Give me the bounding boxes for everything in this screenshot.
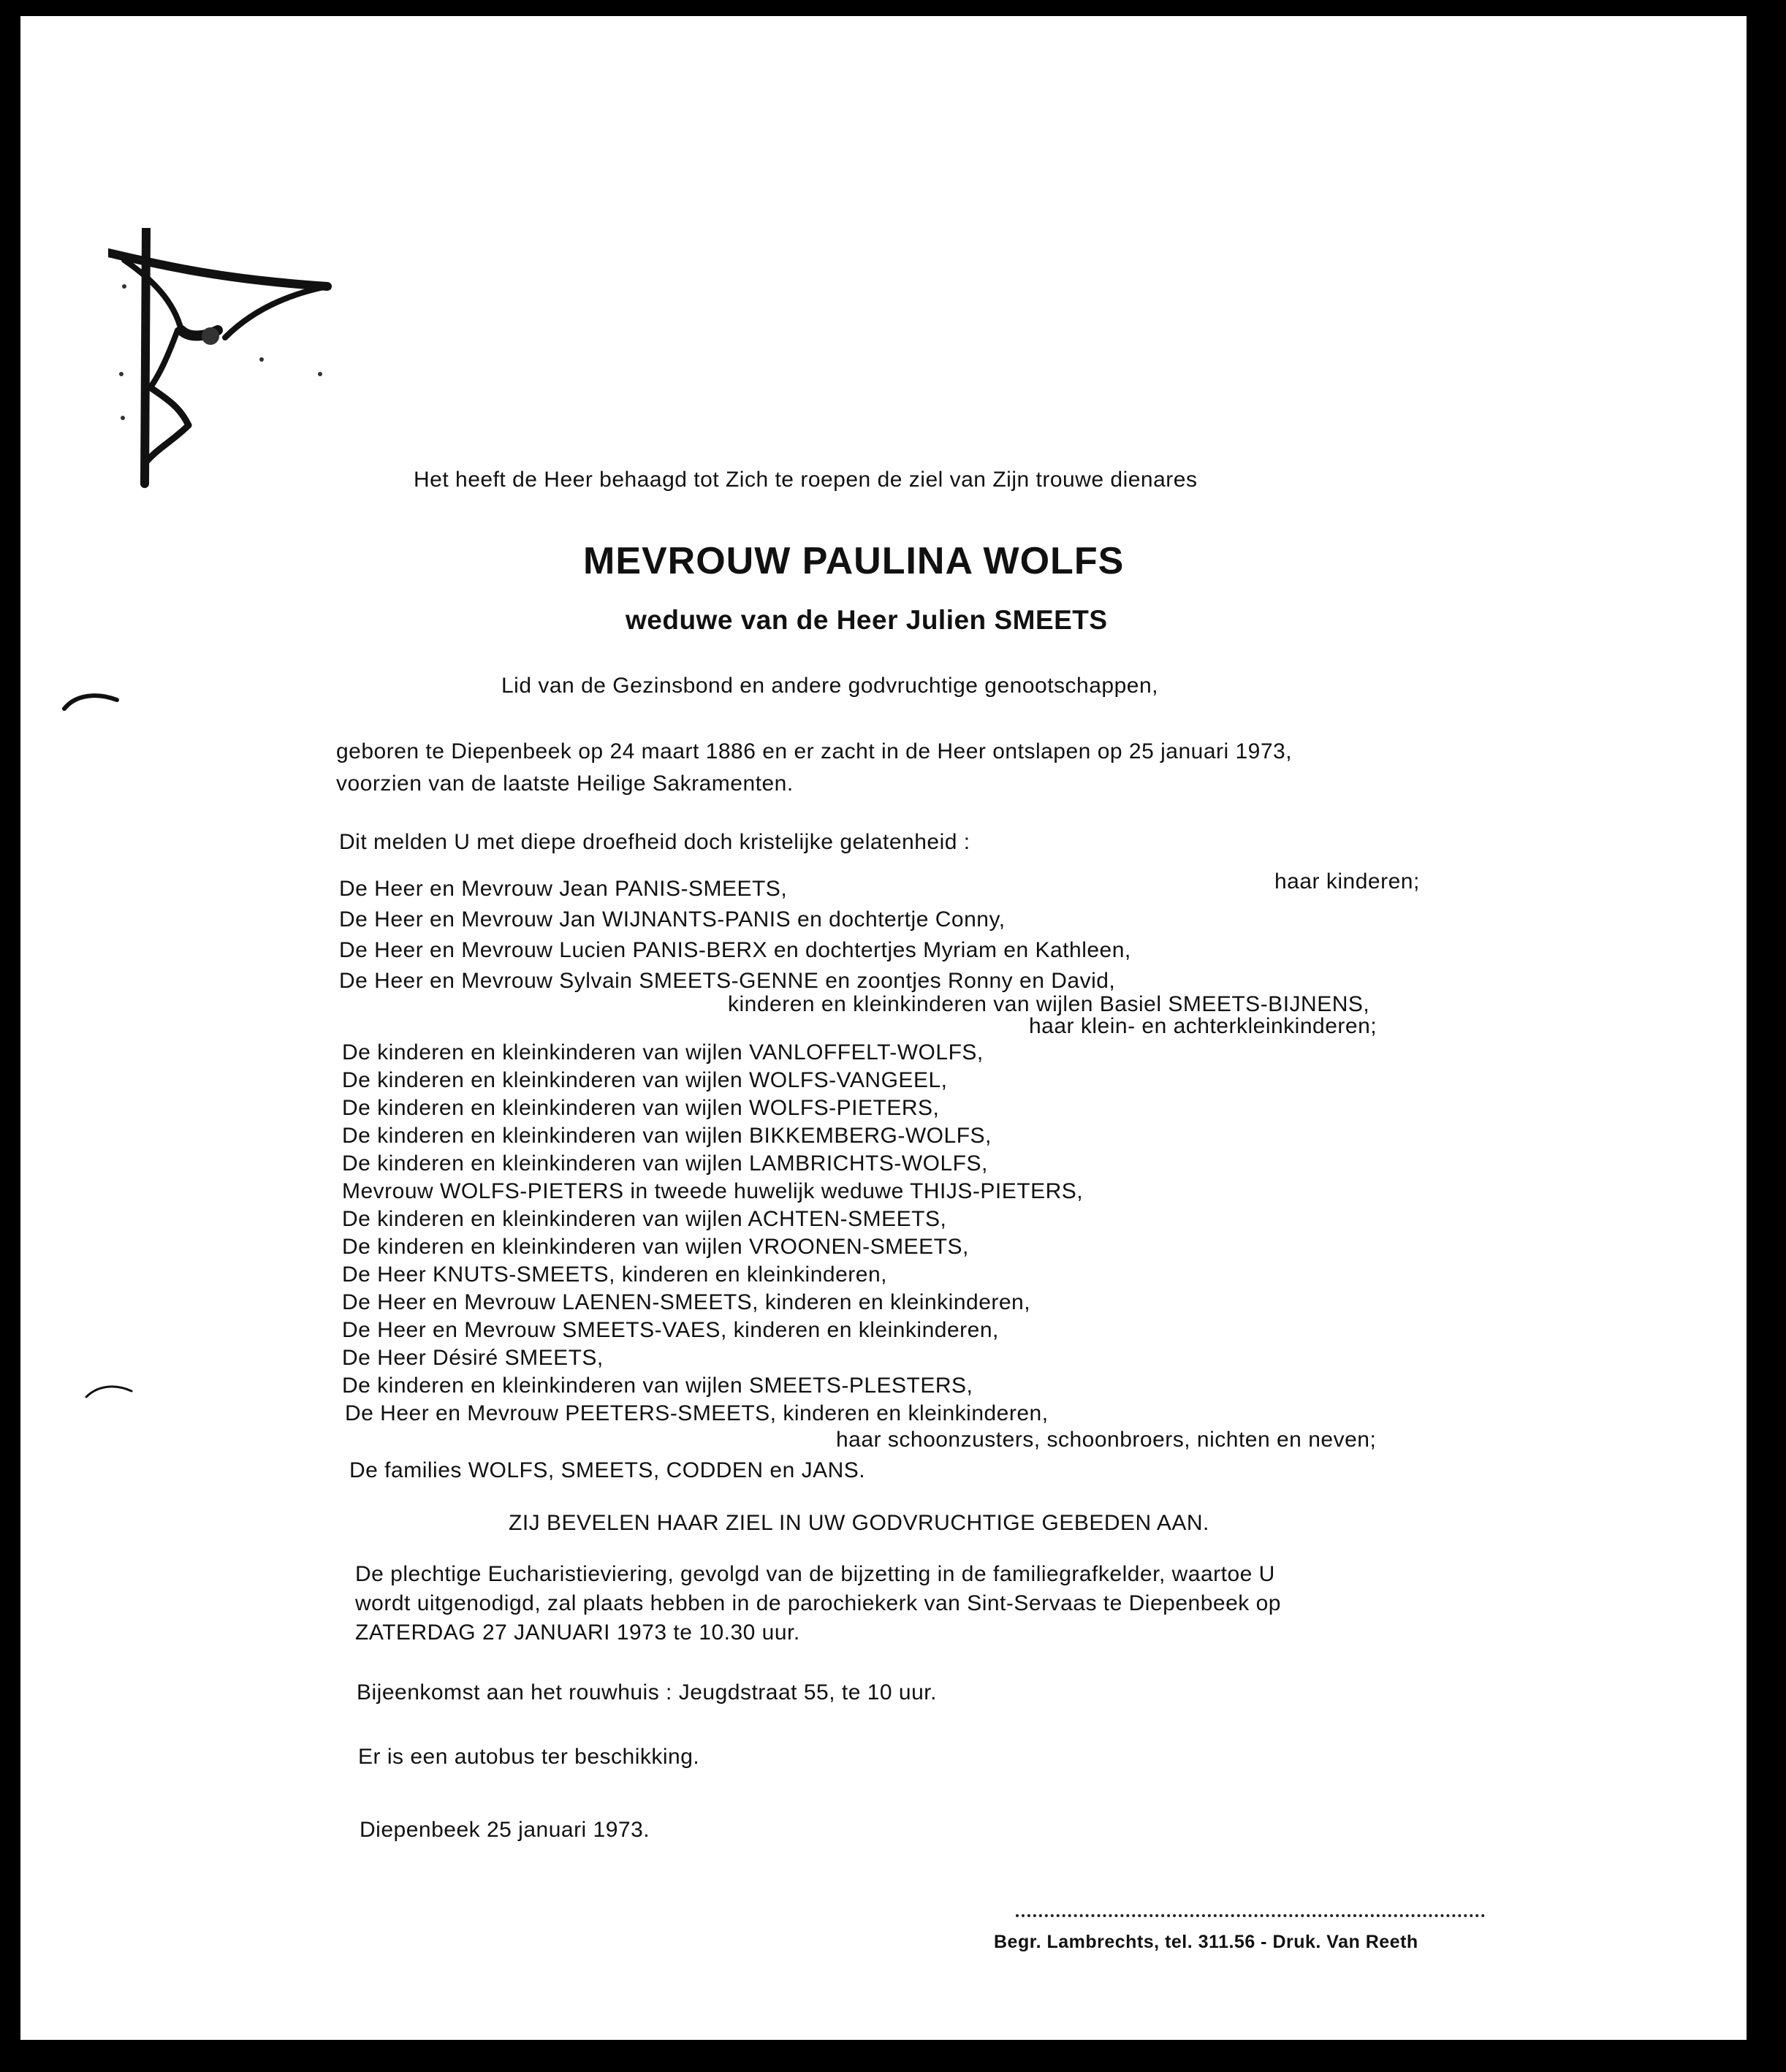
widow-of-line: weduwe van de Heer Julien SMEETS — [626, 605, 1108, 635]
mourner-line: De Heer en Mevrouw PEETERS-SMEETS, kinderen en kleinkinderen, — [345, 1401, 1049, 1425]
dotted-divider — [1016, 1914, 1485, 1917]
intro-line: Het heeft de Heer behaagd tot Zich te roepen de ziel van Zijn trouwe dienares — [414, 468, 1198, 492]
mourner-line: De Heer Désiré SMEETS, — [342, 1346, 604, 1370]
gathering-line: Bijeenkomst aan het rouwhuis : Jeugdstraat 55, te 10 uur. — [357, 1680, 937, 1705]
grandchildren-label: haar klein- en achterkleinkinderen; — [1029, 1014, 1378, 1038]
margin-mark-icon — [61, 690, 120, 712]
obituary-card — [20, 16, 1747, 2040]
mourner-line: De Heer KNUTS-SMEETS, kinderen en kleinkinderen, — [342, 1262, 887, 1287]
families-line: De families WOLFS, SMEETS, CODDEN en JANS. — [349, 1458, 866, 1482]
mourner-line: De kinderen en kleinkinderen van wijlen VROONEN-SMEETS, — [342, 1235, 969, 1259]
deceased-name: MEVROUW PAULINA WOLFS — [583, 540, 1125, 582]
bus-line: Er is een autobus ter beschikking. — [358, 1745, 700, 1769]
children-label: haar kinderen; — [1274, 869, 1420, 894]
margin-mark-icon — [83, 1381, 134, 1400]
mourner-line: De kinderen en kleinkinderen van wijlen WOLFS-PIETERS, — [342, 1096, 940, 1120]
birth-death-line: geboren te Diepenbeek op 24 maart 1886 en er zacht in de Heer ontslapen op 25 januari 1973, — [336, 739, 1293, 763]
announcement-line: Dit melden U met diepe droefheid doch kristelijke gelatenheid : — [339, 830, 970, 854]
prayer-line: ZIJ BEVELEN HAAR ZIEL IN UW GODVRUCHTIGE GEBEDEN AAN. — [509, 1511, 1209, 1535]
mourner-line: De kinderen en kleinkinderen van wijlen BIKKEMBERG-WOLFS, — [342, 1124, 992, 1148]
mourner-line: Mevrouw WOLFS-PIETERS in tweede huwelijk weduwe THIJS-PIETERS, — [342, 1179, 1084, 1203]
mourner-line: De Heer en Mevrouw LAENEN-SMEETS, kinderen en kleinkinderen, — [342, 1290, 1031, 1314]
mourner-line: De kinderen en kleinkinderen van wijlen SMEETS-PLESTERS, — [342, 1374, 973, 1398]
ceremony-line: wordt uitgenodigd, zal plaats hebben in de parochiekerk van Sint-Servaas te Diepenbeek op — [355, 1591, 1281, 1615]
mourner-line: De kinderen en kleinkinderen van wijlen VANLOFFELT-WOLFS, — [342, 1040, 984, 1064]
mourner-line: De kinderen en kleinkinderen van wijlen LAMBRICHTS-WOLFS, — [342, 1151, 988, 1176]
in-laws-label: haar schoonzusters, schoonbroers, nichten en neven; — [836, 1428, 1377, 1452]
mourner-line: De Heer en Mevrouw Jean PANIS-SMEETS, — [339, 877, 788, 901]
membership-line: Lid van de Gezinsbond en andere godvruchtige genootschappen, — [501, 674, 1158, 698]
mourner-line: De kinderen en kleinkinderen van wijlen ACHTEN-SMEETS, — [342, 1207, 947, 1231]
crucifix-icon — [108, 228, 349, 506]
place-date-line: Diepenbeek 25 januari 1973. — [360, 1818, 650, 1842]
mourner-line: De Heer en Mevrouw Sylvain SMEETS-GENNE en zoontjes Ronny en David, — [339, 969, 1116, 993]
mourner-line: De Heer en Mevrouw SMEETS-VAES, kinderen en kleinkinderen, — [342, 1318, 999, 1342]
ceremony-line: De plechtige Eucharistieviering, gevolgd van de bijzetting in de familiegrafkelder, waartoe U — [355, 1562, 1275, 1586]
basiel-line: kinderen en kleinkinderen van wijlen Basiel SMEETS-BIJNENS, — [728, 992, 1370, 1016]
mourner-line: De Heer en Mevrouw Lucien PANIS-BERX en dochtertjes Myriam en Kathleen, — [339, 938, 1131, 962]
mourner-line: De kinderen en kleinkinderen van wijlen WOLFS-VANGEEL, — [342, 1068, 948, 1092]
printer-credit: Begr. Lambrechts, tel. 311.56 - Druk. Van Reeth — [994, 1932, 1418, 1952]
mourner-line: De Heer en Mevrouw Jan WIJNANTS-PANIS en dochtertje Conny, — [339, 907, 1006, 932]
sacraments-line: voorzien van de laatste Heilige Sakramenten. — [336, 772, 794, 796]
ceremony-line: ZATERDAG 27 JANUARI 1973 te 10.30 uur. — [355, 1620, 800, 1645]
